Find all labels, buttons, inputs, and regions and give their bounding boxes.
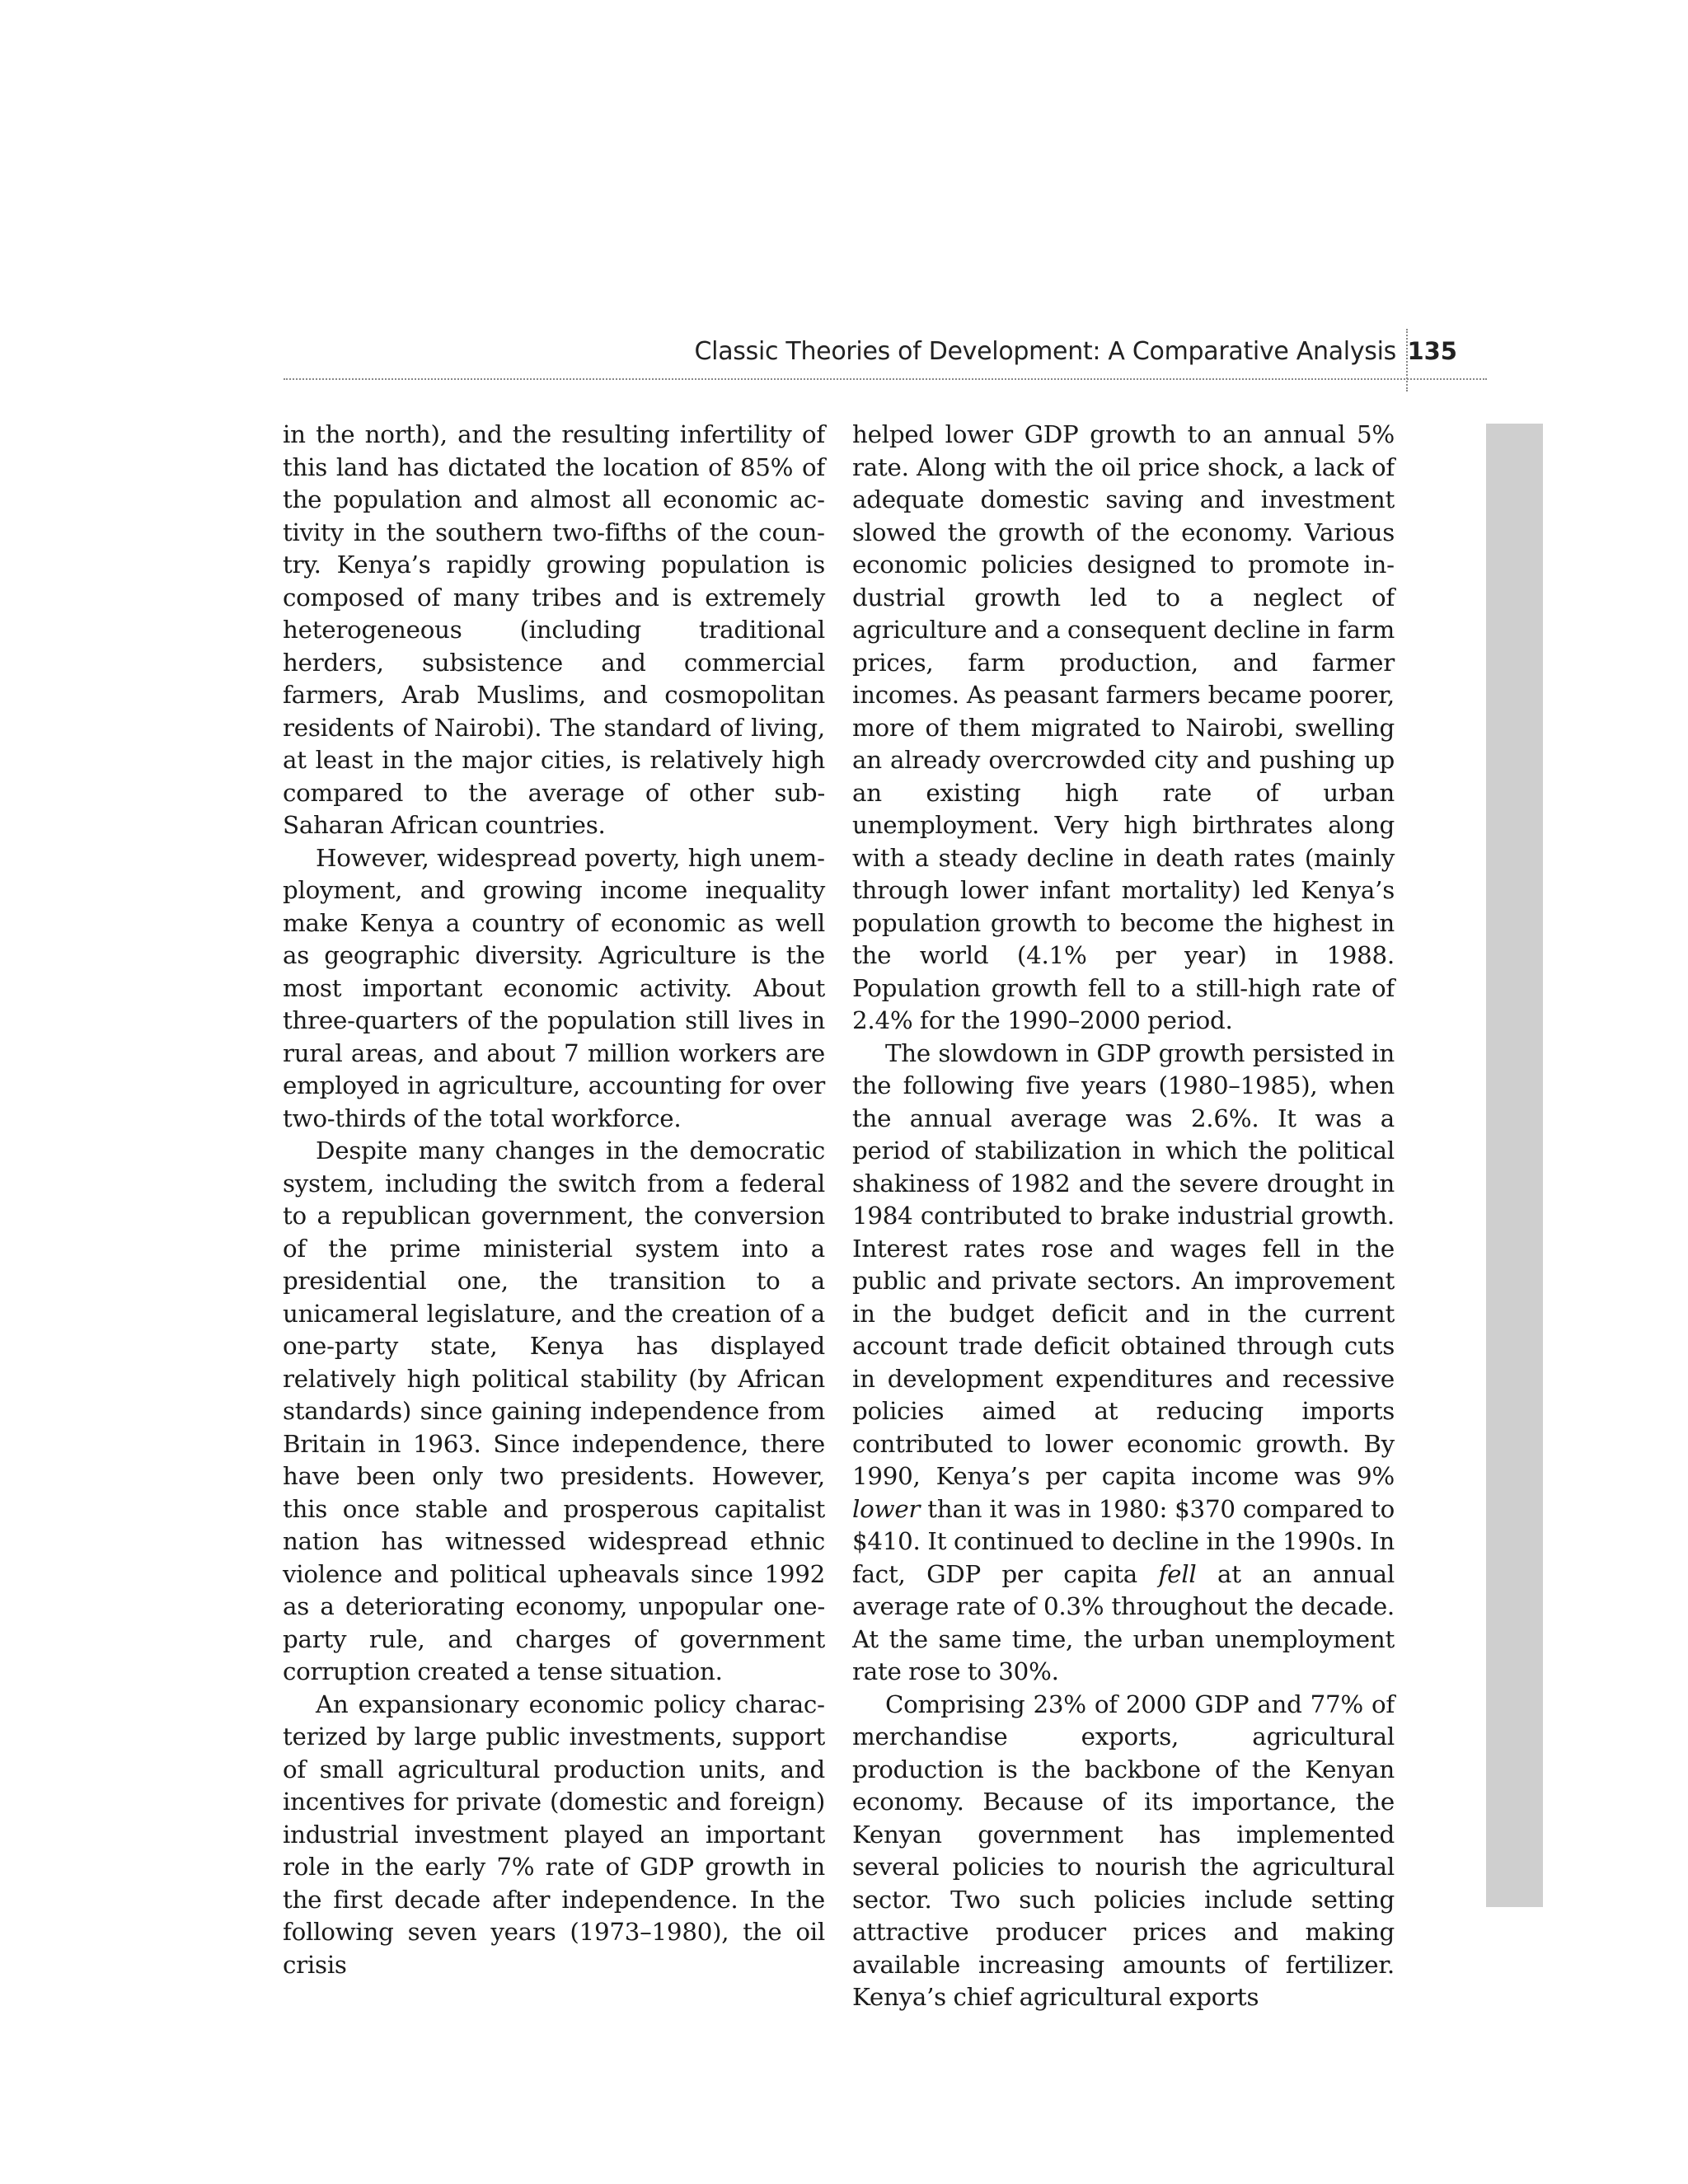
paragraph-text: than it was in 1980: $370 compared to $410. It continued to decline in the 1990s. In fact, GDP per capita — [852, 1494, 1395, 1588]
right-column — [852, 419, 1395, 2014]
paragraph-text: The slowdown in GDP growth persisted in the following five years (1980–1985), when the annual average was 2.6%. It was a period of stabilization in which the political shakiness of 1982 and the severe drought in 1984 contributed to brake industrial growth. Interest rates rose and wages fell in the public and private sectors. An improvement in the budget deficit and in the current account trade deficit obtained through cuts in development expenditures and recessive policies aimed at reducing imports contributed to lower economic growth. By 1990, Kenya’s per capita income was 9% — [852, 1038, 1395, 1490]
paragraph: However, widespread poverty, high unemployment, and growing income inequality make Kenya a country of economic as well as geographic diversity. Agriculture is the most important economic activity. About three-quarters of the population still lives in rural areas, and about 7 million workers are employed in agriculture, accounting for over two-thirds of the total workforce. — [283, 843, 825, 1132]
running-title: Classic Theories of Development: A Comparative Analysis — [694, 337, 1396, 366]
page-number: 135 — [1407, 337, 1457, 365]
paragraph: Despite many changes in the democratic system, including the switch from a federal to a republican government, the conversion of the prime ministerial system into a presidential one, the transition to a unicameral legislature, and the creation of a one-party state, Kenya has displayed relatively high political stability (by African standards) since gaining independence from Britain in 1963. Since independence, there have been only two presidents. However, this once stable and prosperous capitalist nation has witnessed widespread ethnic violence and political upheavals since 1992 as a deteriorating economy, unpopular one-party rule, and charges of government corruption created a tense situation. — [283, 1137, 825, 1685]
emphasis: lower — [852, 1494, 921, 1523]
paragraph: An expansionary economic policy characterized by large public investments, support of small agricultural production units, and incentives for private (domestic and foreign) industrial investment played an important role in the early 7% rate of GDP growth in the first decade after independence. In the following seven years (1973–1980), the oil crisis — [283, 1690, 825, 1979]
emphasis: fell — [1158, 1559, 1197, 1588]
header-rule — [284, 378, 1487, 380]
paragraph: in the north), and the resulting infertility of this land has dictated the location of 85% of the population and almost all economic activity in the southern two-fifths of the country. Kenya’s rapidly growing population is composed of many tribes and is extremely heterogeneous (including traditional herders, subsistence and commercial farmers, Arab Muslims, and cosmopolitan residents of Nairobi). The standard of living, at least in the major cities, is relatively high compared to the average of other sub-Saharan African countries. — [283, 420, 825, 839]
thumb-tab — [1486, 424, 1543, 1907]
paragraph — [852, 1038, 1395, 1689]
left-column — [283, 419, 825, 1981]
paragraph-text: at an annual average rate of 0.3% throughout the decade. At the same time, the urban unemployment rate rose to 30%. — [852, 1559, 1395, 1685]
paragraph: helped lower GDP growth to an annual 5% rate. Along with the oil price shock, a lack of adequate domestic saving and investment slowed the growth of the economy. Various economic policies designed to promote industrial growth led to a neglect of agriculture and a consequent decline in farm prices, farm production, and farmer incomes. As peasant farmers became poorer, more of them migrated to Nairobi, swelling an already overcrowded city and pushing up an existing high rate of urban unemployment. Very high birthrates along with a steady decline in death rates (mainly through lower infant mortality) led Kenya’s population growth to become the highest in the world (4.1% per year) in 1988. Population growth fell to a still-high rate of 2.4% for the 1990–2000 period. — [852, 420, 1395, 1034]
paragraph: Comprising 23% of 2000 GDP and 77% of merchandise exports, agricultural production is the backbone of the Kenyan economy. Because of its importance, the Kenyan government has implemented several policies to nourish the agricultural sector. Two such policies include setting attractive producer prices and making available increasing amounts of fertilizer. Kenya’s chief agricultural exports — [852, 1690, 1395, 2011]
page-header — [284, 334, 1487, 380]
